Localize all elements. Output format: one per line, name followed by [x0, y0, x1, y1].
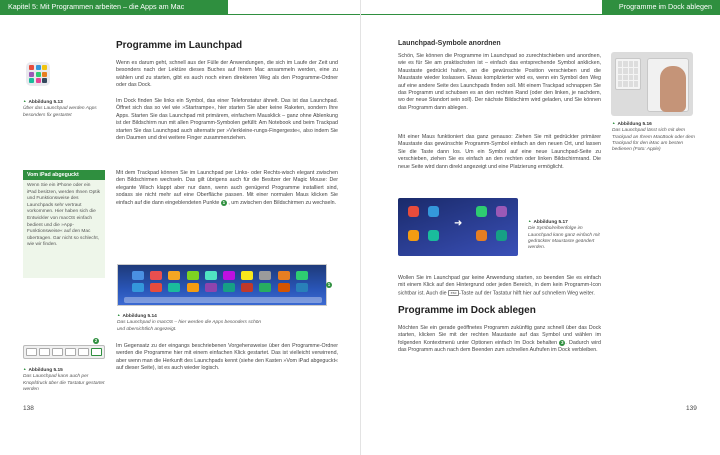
paragraph-text-end: -Taste auf der Tastatur hilft hier auf schnellem Weg weiter. — [459, 290, 595, 297]
info-box-ipad — [23, 170, 105, 278]
figure-title-5-13: ▲ Abbildung 5.13 — [23, 98, 107, 106]
paragraph: Im Dock finden Sie links ein Symbol, das einer Telefonstatur ähnelt. Das ist das Launchpad. Öffnet sich das so viel wie »Startrampe«, hier starten Sie aber keine Raketen, sondern Ihre Apps. Starten Sie das Launchpad mit primärem, einfachem Mausklick – ganz ohne Ablenkung ist der Bildschirm nun mit allen Programm-Symbolen gefüllt: Am Notebook und beim Trackpad starten Sie das Launchpad auch alternativ per »Vierkleine-rungs-Fingergeste«, also indem Sie den Daumen und drei weitere Finger zusammenziehen. — [116, 98, 338, 142]
paragraph: Mit einer Maus funktioniert das ganz genauso: Ziehen Sie mit gedrückter primärer Maustaste das gewünschte Programm-Symbol einfach an den neuen Ort, und lassen Sie die Taste dann los. Um ein Symbol auf eine neue Launchpad-Seite zu verschieben, ziehen Sie es einfach an den rechten oder linken Bildschirmrand. Die neue Seite wird dann direkt angezeigt und eine Platzierung ermöglicht. — [398, 134, 601, 170]
paragraph-text-end: . Dadurch wird das Programm auch nach dem Beenden zum schnellen Aufrufen im Dock verbleiben. — [398, 339, 601, 354]
paragraph — [398, 275, 601, 298]
marker-1-callout: 1 — [327, 282, 331, 287]
keyboard-row-image — [23, 345, 105, 359]
figure-text-5-16: Das Launchpad lässt sich mit dem Trackpad an Ihrem MacBook oder dem Trackpad für den iMac am besten bedienen (Foto: Apple) — [612, 128, 695, 153]
figure-caption-5-14 — [117, 312, 267, 333]
figure-title-5-16: ▲ Abbildung 5.16 — [612, 120, 698, 128]
esc-key-icon: esc — [448, 290, 459, 297]
paragraph: Wenn es darum geht, schnell aus der Fülle der Anwendungen, die sich im Laufe der Zeit und besonders nach der Lektüre dieses Buches auf Ihrem Mac ansammeln werden, eine zu wählen und zu starten, gibt es auch noch einen direkteren Weg als den Programme-Ordner oder das Dock. — [116, 60, 338, 89]
marker-1: 1 — [222, 199, 226, 205]
figure-text-5-17: Die Symbolreihenfolge im Launchpad kann ganz einfach mit gedrückter Maustaste geändert werden. — [528, 226, 600, 251]
subsection-title: Launchpad-Symbole anordnen — [398, 40, 501, 47]
figure-title-5-14: ▲ Abbildung 5.14 — [117, 312, 267, 320]
paragraph — [398, 325, 601, 355]
info-box-title: Vom iPad abgeguckt — [23, 170, 105, 180]
paragraph-text-end: , um zwischen den Bildschirmen zu wechseln. — [228, 199, 337, 206]
section-title-launchpad: Programme im Launchpad — [116, 40, 243, 51]
header-rule — [361, 14, 720, 15]
figure-text-5-13: Über das Launchpad werden Apps besonders fix gestartet — [23, 106, 97, 118]
paragraph: Schön, Sie können die Programme im Launchpad so zurechtschieben und anordnen, wie es für Sie am praktischsten ist – einfach das entsprechende Symbol anklicken, Maustaste gedrückt halten, an die gewünschte Position verschieben und die Maustaste wieder loslassen. Etwas komplizierter wird es, wenn ein Symbol den Weg auf eine andere Seite des Launchpads finden soll. Mit einem Trackpad schnappen Sie das Programm und schubsen es an den rechten Rand (oder den linken, je nachdem, wo der neue Standort sein soll). Der nächste Bildschirm wird geladen, und Sie können das Programm dann ablegen. — [398, 53, 601, 111]
dock — [124, 297, 322, 303]
paragraph — [116, 170, 338, 207]
keyboard-image — [615, 58, 641, 90]
figure-text-5-14: Das Launchpad in macOS – hier werden die Apps besonders schön und übersichtlich angezeigt. — [117, 320, 262, 332]
info-box-text: Wenn Sie ein iPhone oder ein iPad besitzen, werden Ihnen Optik und Funktionsweise des Launchpads sehr vertraut vorkommen. Hier haben sich die Entwickler von macOS einfach bedient und die »App-Funktionsweise« auf den Mac übertragen. Gar nicht so schlecht, wie wir finden. — [27, 183, 101, 248]
trackpad-keyboard-image — [611, 52, 693, 116]
paragraph-text: Mit dem Trackpad können Sie im Launchpad per Links- oder Rechts-wisch elegant zwischen den Bildschirmen wechseln. Das gilt übrigens auch für die Besitzer der Magic Mouse: Der elegante Wisch klappt aber nur dann, wenn auch genügend Programme installiert sind, sodass sie nicht mehr auf eine Oberfläche passen. Mit einer normalen Maus klicken Sie einfach auf die dann eingeblendeten Punkte — [116, 170, 338, 206]
section-title-dock: Programme im Dock ablegen — [398, 305, 536, 316]
section-header: Programme im Dock ablegen — [602, 0, 720, 14]
page-number: 139 — [686, 405, 697, 412]
launchpad-symbol-screenshot — [398, 198, 518, 256]
hand-image — [660, 66, 686, 112]
marker-2: 2 — [94, 338, 98, 343]
launchpad-app-icon — [26, 62, 50, 86]
page-number: 138 — [23, 405, 34, 412]
figure-title-5-17: ▲ Abbildung 5.17 — [528, 218, 600, 226]
paragraph-text: Wollen Sie im Launchpad gar keine Anwendung starten, so beenden Sie es einfach mit einem Klick auf den Hintergrund oder jeden Bereich, in dem kein Programm-Icon sichtbar ist. Auch die — [398, 275, 601, 297]
figure-caption-5-15 — [23, 366, 107, 393]
paragraph-text: Möchten Sie ein gerade geöffnetes Programm zukünftig ganz schnell über das Dock starten, klicken Sie mit der rechten Maustaste auf das Symbol und wählen im folgenden Kontextmenü unter Optionen einfach Im Dock behalten — [398, 325, 601, 346]
app-grid — [132, 271, 312, 293]
chapter-header: Kapitel 5: Mit Programmen arbeiten – die Apps am Mac — [0, 0, 228, 14]
figure-caption-5-13 — [23, 98, 107, 119]
figure-text-5-15: Das Launchpad kann auch per Knopfdruck über die Tastatur gestartet werden — [23, 374, 105, 392]
paragraph: Im Gegensatz zu der eingangs beschriebenen Vorgehensweise über den Programme-Ordner werden die Programme hier mit einem einfachen Klick gestartet. Das ist vielleicht verwirrend, aber wenn man die Herkunft des Launchpads kennt (siehe den Kasten »Vom iPad abgeguckt« auf dieser Seite), ist es auch wieder logisch. — [116, 343, 338, 372]
arrow-icon: ➜ — [454, 218, 463, 229]
header-rule — [0, 14, 360, 15]
figure-caption-5-16 — [612, 120, 698, 153]
launchpad-screenshot — [117, 264, 327, 306]
figure-caption-5-17 — [528, 218, 600, 251]
marker-3: 3 — [561, 339, 564, 345]
figure-title-5-15: ▲ Abbildung 5.15 — [23, 366, 107, 374]
